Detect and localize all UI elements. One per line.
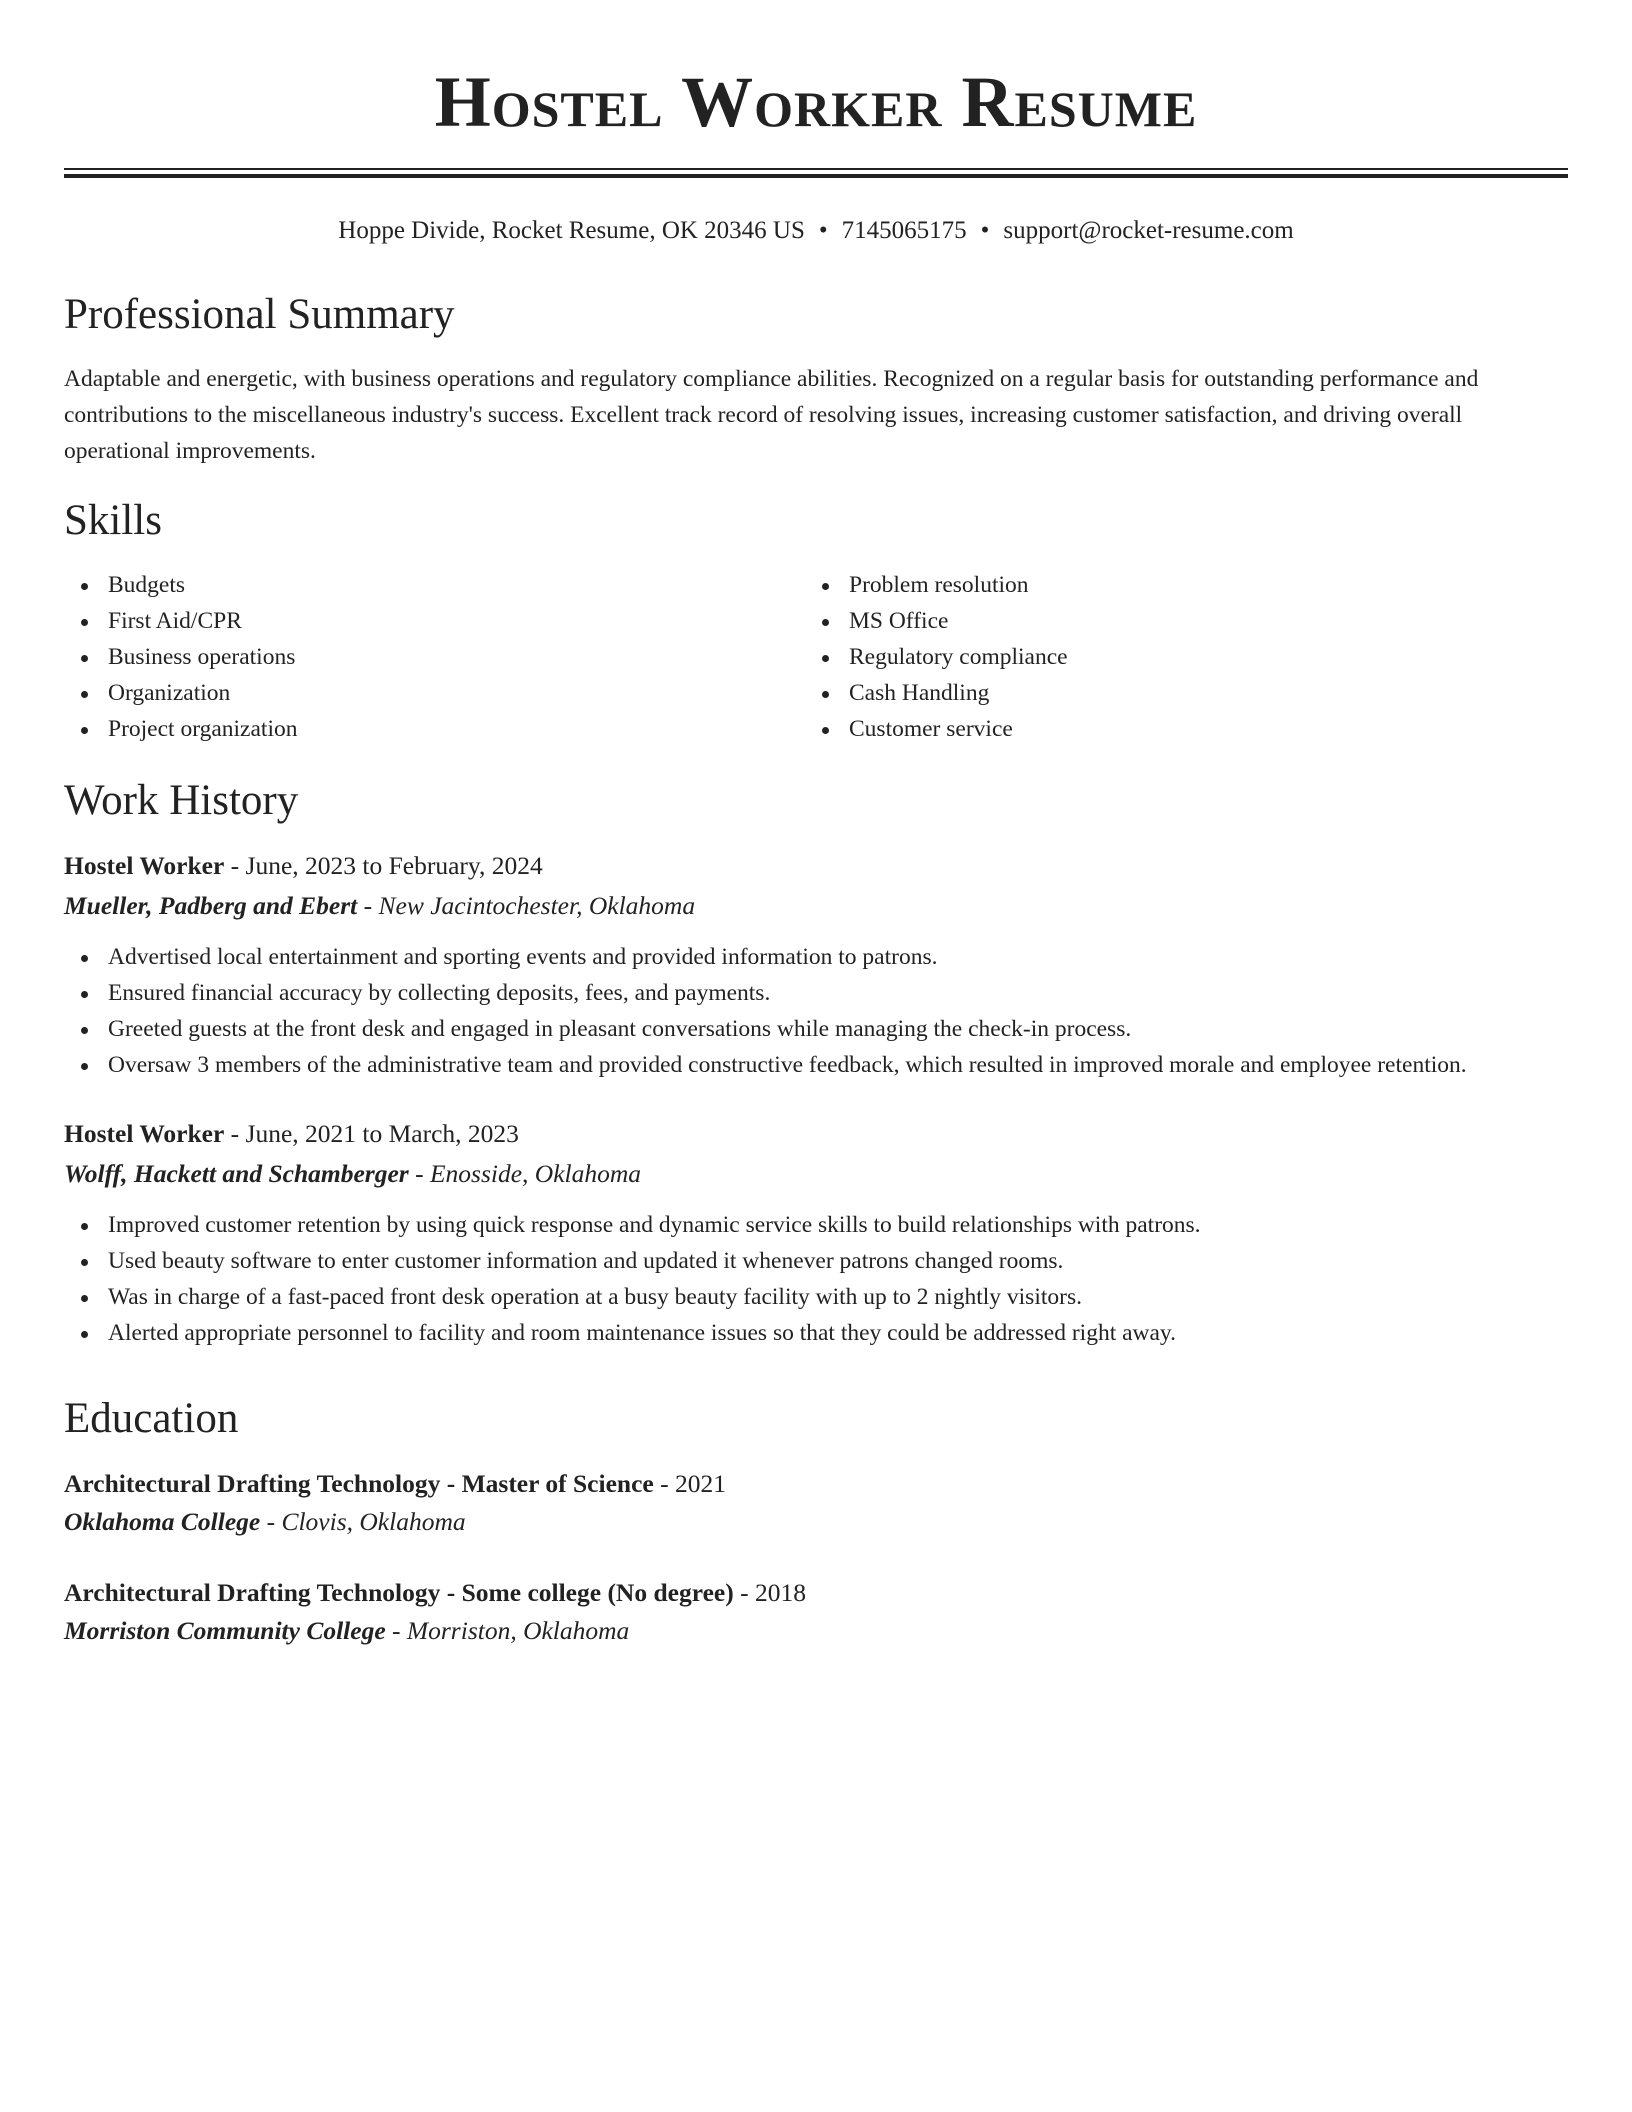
- education-school: Morriston Community College: [64, 1616, 386, 1645]
- job-duty: Oversaw 3 members of the administrative team and provided constructive feedback, which resulted in improved morale and employee retention.: [64, 1047, 1568, 1083]
- contact-email: support@rocket-resume.com: [1003, 217, 1294, 244]
- job-duty: Greeted guests at the front desk and engaged in pleasant conversations while managing the check-in process.: [64, 1011, 1568, 1047]
- education-year: 2018: [754, 1578, 806, 1607]
- resume-title: Hostel Worker Resume: [434, 62, 1198, 142]
- skill-item: Regulatory compliance: [805, 639, 1565, 675]
- education-degree: Architectural Drafting Technology - Master of Science: [64, 1469, 654, 1498]
- job-header: Hostel Worker - June, 2021 to March, 2023: [64, 1119, 519, 1148]
- job-dates: June, 2021 to March, 2023: [245, 1119, 519, 1148]
- education-location: Morriston, Oklahoma: [406, 1616, 630, 1645]
- title-divider-thick: [64, 174, 1568, 178]
- job-title: Hostel Worker: [64, 1119, 225, 1148]
- job-duty: Used beauty software to enter customer information and updated it whenever patrons changed rooms.: [64, 1243, 1568, 1279]
- job-title: Hostel Worker: [64, 851, 225, 880]
- job-duty: Advertised local entertainment and sporting events and provided information to patrons.: [64, 939, 1568, 975]
- contact-phone: 7145065175: [841, 217, 967, 244]
- job-duty: Was in charge of a fast-paced front desk operation at a busy beauty facility with up to 2 nightly visitors.: [64, 1279, 1568, 1315]
- education-heading: Education: [64, 1395, 239, 1442]
- job-company: Mueller, Padberg and Ebert: [64, 891, 358, 920]
- skill-item: Business operations: [64, 639, 794, 675]
- education-year: 2021: [674, 1469, 726, 1498]
- resume-page: [64, 0, 1568, 1645]
- job-employer: Mueller, Padberg and Ebert - New Jacintochester, Oklahoma: [64, 891, 696, 920]
- skills-list-right: [805, 567, 1565, 747]
- job-duty: Improved customer retention by using quick response and dynamic service skills to build relationships with patrons.: [64, 1207, 1568, 1243]
- skill-item: First Aid/CPR: [64, 603, 794, 639]
- job-duties: [64, 1207, 1568, 1351]
- contact-separator: •: [818, 217, 828, 244]
- contact-address: Hoppe Divide, Rocket Resume, OK 20346 US: [338, 217, 805, 244]
- skill-item: Problem resolution: [805, 567, 1565, 603]
- skill-item: Budgets: [64, 567, 794, 603]
- education-degree: Architectural Drafting Technology - Some college (No degree): [64, 1578, 734, 1607]
- work-history-heading: Work History: [64, 777, 299, 824]
- job-dates: June, 2023 to February, 2024: [245, 851, 543, 880]
- job-employer: Wolff, Hackett and Schamberger - Enosside, Oklahoma: [64, 1159, 642, 1188]
- skills-heading: Skills: [64, 497, 162, 544]
- skill-item: Customer service: [805, 711, 1565, 747]
- job-location: Enosside, Oklahoma: [429, 1159, 642, 1188]
- job-location: New Jacintochester, Oklahoma: [378, 891, 696, 920]
- skills-list-left: [64, 567, 794, 747]
- education-header: Architectural Drafting Technology - Some college (No degree) - 2018: [64, 1578, 806, 1607]
- job-duty: Ensured financial accuracy by collecting deposits, fees, and payments.: [64, 975, 1568, 1011]
- job-duties: [64, 939, 1568, 1083]
- education-school: Oklahoma College: [64, 1507, 261, 1536]
- contact-separator: •: [980, 217, 990, 244]
- education-location: Clovis, Oklahoma: [281, 1507, 466, 1536]
- education-school-line: Morriston Community College - Morriston, Oklahoma: [64, 1616, 630, 1645]
- skill-item: Cash Handling: [805, 675, 1565, 711]
- contact-line: [64, 213, 1568, 249]
- education-school-line: Oklahoma College - Clovis, Oklahoma: [64, 1507, 466, 1536]
- skill-item: Project organization: [64, 711, 794, 747]
- summary-heading: Professional Summary: [64, 291, 455, 338]
- job-duty: Alerted appropriate personnel to facility and room maintenance issues so that they could be addressed right away.: [64, 1315, 1568, 1351]
- skill-item: Organization: [64, 675, 794, 711]
- job-header: Hostel Worker - June, 2023 to February, 2024: [64, 851, 543, 880]
- education-header: Architectural Drafting Technology - Master of Science - 2021: [64, 1469, 726, 1498]
- summary-text: Adaptable and energetic, with business operations and regulatory compliance abilities. Recognized on a regular basis for outstanding performance and contributions to the miscellaneous industry's success. Excellent track record of resolving issues, increasing customer satisfaction, and driving overall operational improvements.: [64, 366, 1479, 464]
- skill-item: MS Office: [805, 603, 1565, 639]
- title-divider-thin: [64, 168, 1568, 170]
- job-company: Wolff, Hackett and Schamberger: [64, 1159, 409, 1188]
